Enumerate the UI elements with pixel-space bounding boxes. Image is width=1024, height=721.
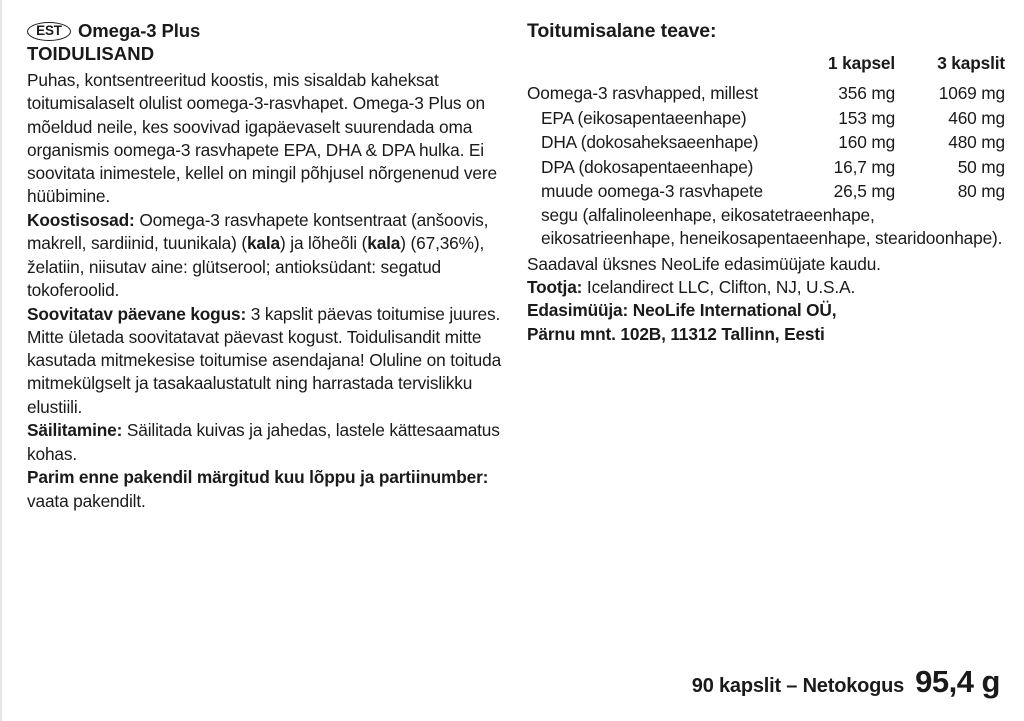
amount-per-three-capsules: 1069 mg xyxy=(938,83,1005,103)
net-quantity xyxy=(692,664,1000,700)
amount-per-three-capsules: 480 mg xyxy=(948,132,1005,153)
distributor-line-2: Pärnu mnt. 102B, 11312 Tallinn, Eesti xyxy=(527,323,825,344)
nutrient-name: Oomega-3 rasvhapped, millest xyxy=(527,83,759,103)
ingredients-text-2: ) ja lõheõli ( xyxy=(280,233,368,254)
product-title-row xyxy=(27,20,505,42)
best-before-paragraph xyxy=(27,466,505,513)
nutrient-name: EPA (eikosapentaeenhape) xyxy=(541,107,747,128)
header-per-capsule: 1 kapsel xyxy=(828,53,896,73)
nutrient-name: muude oomega-3 rasvhapete xyxy=(541,181,764,202)
nutrition-heading: Toitumisalane teave: xyxy=(527,20,717,42)
header-per-three-capsules: 3 kapslit xyxy=(937,53,1005,73)
nutrition-footnote: segu (alfalinoleenhape, eikosatetraeenhape, eikosatrieenhape, heneikosapentaeenhape, stearidoonhape). xyxy=(541,204,1003,248)
manufacturer-text: Icelandirect LLC, Clifton, NJ, U.S.A. xyxy=(582,277,856,298)
dosage-text: 3 kapslit päevas toitumise juures. Mitte ületada soovitatavat päevast kogust. Toidulisandit mitte kasutada mitmekesise toitumise asendajana! Oluline on toituda mitmekülgselt ja tasakaalustatult ning harrastada tervislikku elustiili. xyxy=(27,303,502,417)
ingredients-paragraph xyxy=(27,209,505,302)
net-quantity-label: 90 kapslit – Netokogus xyxy=(691,675,905,697)
nutrition-table-body xyxy=(527,82,1005,205)
best-before-label: Parim enne pakendil märgitud kuu lõppu ja partiinumber: xyxy=(27,467,489,488)
amount-per-three-capsules: 80 mg xyxy=(957,181,1005,202)
storage-label: Säilitamine: xyxy=(27,420,123,441)
nutrition-table-head xyxy=(527,52,1005,82)
allergen-fish-2: kala xyxy=(367,233,401,254)
manufacturer-line xyxy=(527,276,1005,299)
ingredients-text-1: Oomega-3 rasvhapete kontsentraat (anšoovis, makrell, sardiinid, tuunikala) ( xyxy=(27,210,489,254)
dosage-label: Soovitatav päevane kogus: xyxy=(27,303,247,324)
storage-paragraph xyxy=(27,419,505,466)
amount-per-capsule: 160 mg xyxy=(838,132,896,153)
amount-per-three-capsules: 460 mg xyxy=(948,107,1005,128)
best-before-text: vaata pakendilt. xyxy=(27,490,146,511)
distributor-line-1: Edasimüüja: NeoLife International OÜ, xyxy=(527,300,837,321)
left-column xyxy=(27,20,505,513)
right-column xyxy=(527,20,1005,346)
country-code-badge: EST xyxy=(27,22,71,41)
nutrient-name: DPA (dokosapentaeenhape) xyxy=(541,156,754,177)
product-name: Omega-3 Plus xyxy=(78,20,201,41)
product-description: Puhas, kontsentreeritud koostis, mis sisaldab kaheksat toitumisalaselt olulist oomega-3-rasvhapet. Omega-3 Plus on mõeldud neile, kes soovivad igapäevaselt suurendada oma organismis oomega-3 rasvhapete EPA, DHA & DPA hulka. Ei soovitata inimestele, kellel on mingil põhjusel nõrgenenud vere hüübimine. xyxy=(27,70,497,207)
storage-text: Säilitada kuivas ja jahedas, lastele kättesaamatus kohas. xyxy=(27,420,500,464)
manufacturer-label: Tootja: xyxy=(527,277,583,298)
nutrient-name: DHA (dokosaheksaeenhape) xyxy=(541,132,759,153)
nutrition-table xyxy=(527,52,1005,205)
allergen-fish-1: kala xyxy=(246,233,280,254)
amount-per-capsule: 356 mg xyxy=(838,83,896,103)
amount-per-capsule: 16,7 mg xyxy=(833,156,896,177)
ingredients-label: Koostisosad: xyxy=(27,210,135,230)
amount-per-capsule: 153 mg xyxy=(838,107,896,128)
header-blank xyxy=(527,52,785,82)
table-row xyxy=(527,180,1005,205)
table-row xyxy=(527,156,1005,181)
table-row xyxy=(527,107,1005,132)
table-row xyxy=(527,131,1005,156)
table-header-row xyxy=(527,52,1005,82)
net-quantity-value: 95,4 g xyxy=(915,664,1000,699)
availability-line: Saadaval üksnes NeoLife edasimüüjate kaudu. xyxy=(527,253,881,274)
amount-per-capsule: 26,5 mg xyxy=(833,181,896,202)
amount-per-three-capsules: 50 mg xyxy=(957,156,1005,177)
ingredients-text-3: ) (67,36%), želatiin, niisutav aine: glütserool; antioksüdant: segatud tokoferoolid. xyxy=(27,233,485,300)
product-category: TOIDULISAND xyxy=(27,43,155,64)
table-row xyxy=(527,82,1005,107)
dosage-paragraph xyxy=(27,303,505,419)
